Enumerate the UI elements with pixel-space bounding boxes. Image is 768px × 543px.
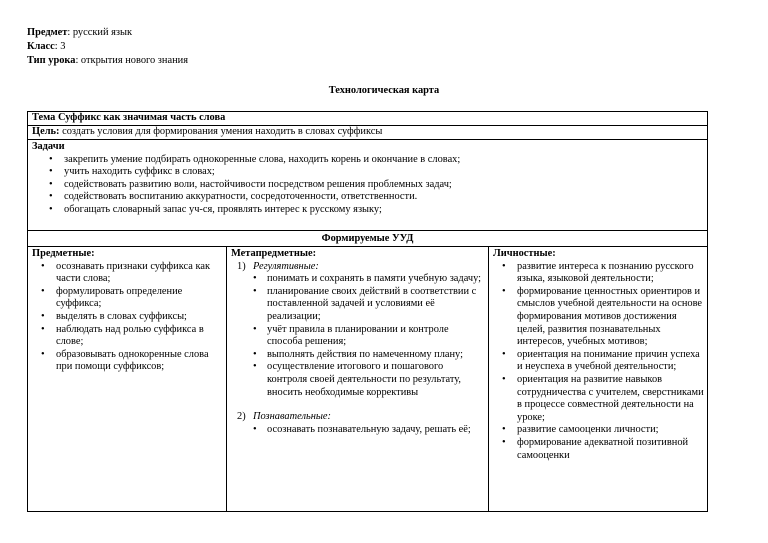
regulative-list (231, 273, 485, 399)
lesson-type-line (27, 55, 188, 68)
list-item: • учить находить суффикс в словах; (32, 166, 704, 179)
personal-results-heading: Личностные: (493, 248, 556, 259)
cognitive-number: 2) (237, 411, 246, 423)
list-item: • содействовать развитию воли, настойчивости посредством решения проблемных задач; (32, 179, 704, 192)
list-item: • понимать и сохранять в памяти учебную задачу; (231, 273, 485, 286)
lesson-type-label: Тип урока (27, 55, 76, 66)
tasks-row (28, 140, 707, 231)
cognitive-label: Познавательные: (253, 411, 331, 423)
lesson-type-value: : открытия нового знания (75, 55, 188, 66)
subject-label: Предмет (27, 27, 68, 38)
list-item: • ориентация на понимание причин успеха и неуспеха в учебной деятельности; (493, 349, 704, 374)
subject-value: : русский язык (67, 27, 133, 38)
grade-line (27, 41, 65, 54)
list-item: • ориентация на развитие навыков сотрудничества с учителем, сверстниками в процессе совместной деятельности на уроке; (493, 374, 704, 424)
grade-value: : 3 (54, 41, 66, 52)
list-item: • планирование своих действий в соответствии с поставленной задачей и условиями её реализации; (231, 286, 485, 324)
list-item: • наблюдать над ролью суффикса в слове; (32, 324, 223, 349)
subject-line (27, 27, 132, 40)
list-item: • выполнять действия по намеченному плану; (231, 349, 485, 362)
list-item: • закрепить умение подбирать однокоренные слова, находить корень и окончание в словах; (32, 154, 704, 167)
list-item: • выделять в словах суффиксы; (32, 311, 223, 324)
document-title: Технологическая карта (328, 85, 440, 96)
regulative-heading (231, 261, 485, 274)
tech-card-table (27, 111, 708, 512)
list-item: • формирование адекватной позитивной самооценки (493, 437, 704, 462)
list-item: • осуществление итогового и пошагового контроля своей деятельности по результату, вносить необходимые коррективы (231, 361, 485, 399)
grade-label: Класс (27, 41, 55, 52)
list-item: • обогащать словарный запас уч-ся, проявлять интерес к русскому языку; (32, 204, 704, 217)
regulative-label: Регулятивные: (253, 260, 319, 272)
topic-row (28, 112, 707, 126)
tasks-list (32, 154, 704, 217)
uud-header: Формируемые УУД (28, 231, 707, 247)
goal-text: создать условия для формирования умения находить в словах суффиксы (59, 126, 383, 137)
regulative-number: 1) (237, 260, 246, 272)
personal-results-list (493, 261, 704, 463)
subject-results-list (32, 261, 223, 374)
subject-results-column (28, 247, 227, 511)
uud-columns (28, 247, 707, 511)
list-item: • формирование ценностных ориентиров и смыслов учебной деятельности на основе формирования мотивов достижения целей, развития познавательных интересов, учебных мотивов; (493, 286, 704, 349)
list-item: • осознавать познавательную задачу, решать её; (231, 424, 485, 437)
meta-results-column (227, 247, 489, 511)
list-item: • формулировать определение суффикса; (32, 286, 223, 311)
cognitive-list (231, 424, 485, 437)
subject-results-heading: Предметные: (32, 248, 95, 259)
tasks-label: Задачи (32, 141, 65, 152)
goal-row (28, 126, 707, 140)
cognitive-heading (231, 411, 485, 424)
list-item: • учёт правила в планировании и контроле способа решения; (231, 324, 485, 349)
goal-label: Цель: (32, 126, 60, 137)
list-item: • образовывать однокоренные слова при помощи суффиксов; (32, 349, 223, 374)
list-item: • содействовать воспитанию аккуратности, сосредоточенности, ответственности. (32, 191, 704, 204)
list-item: • развитие самооценки личности; (493, 424, 704, 437)
list-item: • осознавать признаки суффикса как части слова; (32, 261, 223, 286)
topic-text: Тема Суффикс как значимая часть слова (32, 112, 226, 123)
personal-results-column (489, 247, 707, 511)
list-item: • развитие интереса к познанию русского языка, языковой деятельности; (493, 261, 704, 286)
meta-results-heading: Метапредметные: (231, 248, 317, 259)
